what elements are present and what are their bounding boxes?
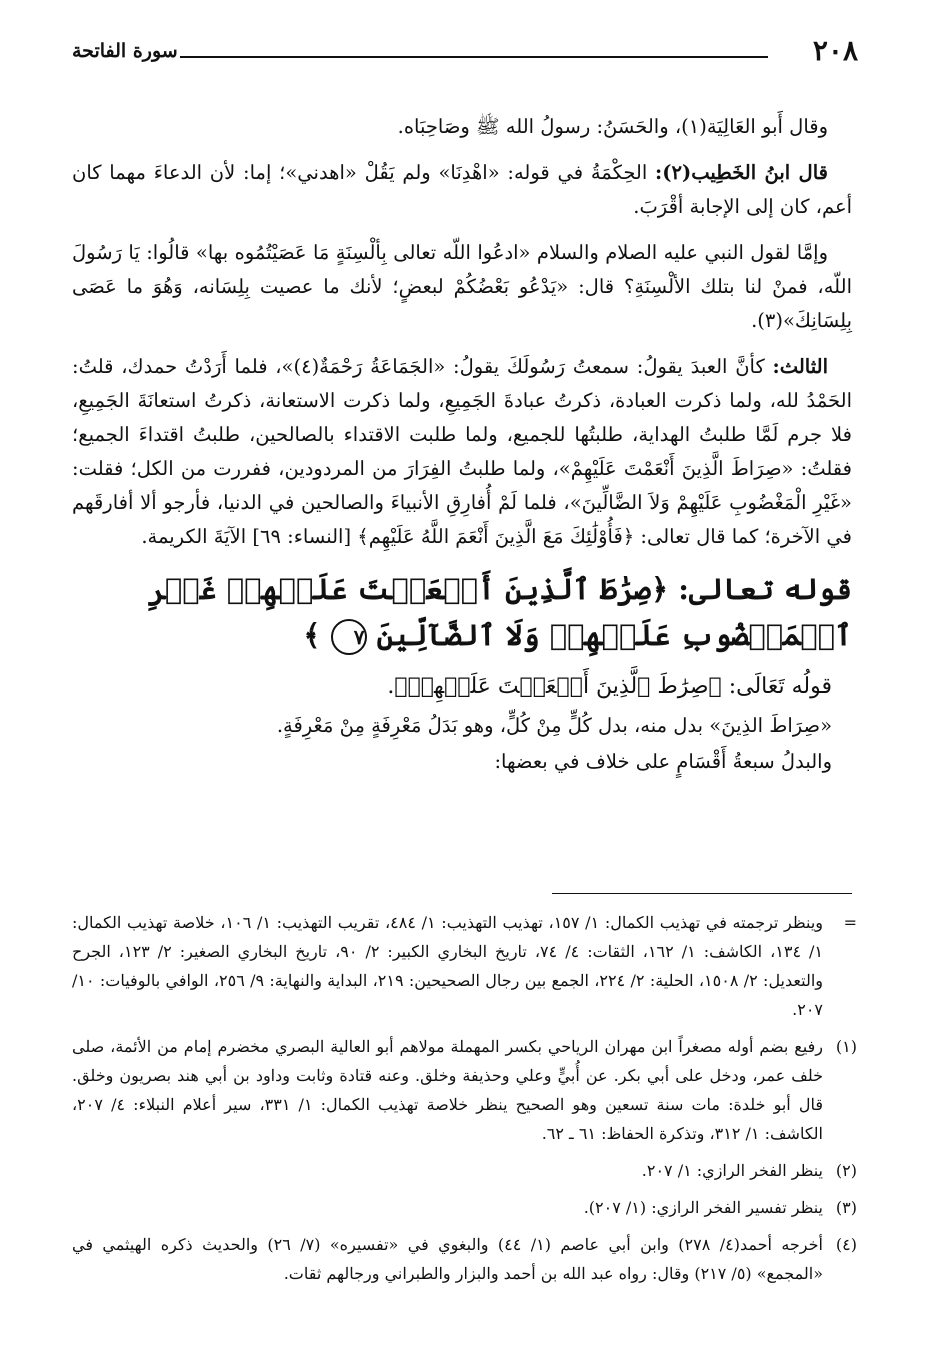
footnote	[72, 1193, 857, 1222]
footnote-separator	[552, 893, 852, 894]
paragraph-lead: الثالث:	[772, 355, 828, 378]
paragraph-hadith	[72, 236, 852, 338]
verse-heading	[72, 566, 852, 658]
footnote-text: رفيع بضم أوله مصغراً ابن مهران الرياحي بكسر المهملة مولاهم أبو العالية البصري مخضرم إمام من الأئمة، صلى خلف عمر، ودخل على أبي بكر. عن أُبيٍّ وعلي وحذيفة وخلق. وعنه قتادة وثابت وداود بن أبي هند بصريون وخلق. قال أبو خلدة: مات سنة تسعين وهو الصحيح ينظر خلاصة تهذيب الكمال: ١/ ٣٣١، سير أعلام النبلاء: ٤/ ٢٠٧، الكاشف: ١/ ٣١٢، وتذكرة الحفاظ: ٦١ ـ ٦٢.	[72, 1037, 824, 1143]
footnote	[72, 1156, 857, 1185]
verse-heading-prefix: قوله تعالى:	[678, 572, 852, 606]
verse-heading-close: ﴾	[303, 618, 321, 652]
paragraph-text: وإمَّا لقول النبي عليه الصلام والسلام «ادعُوا اللّه تعالى بِألْسِنَةٍ مَا عَصَيْتُمُوه بها» قالُوا: يَا رَسُولَ اللّه، فمنْ لنا بتلك الألْسِنَةِ؟ قال: «يَدْعُو بَعْضُكُمْ لبعضٍ؛ لأنك ما عصيت بِلِسَانه، وَهُوَ ما عَصَى بِلِسَانِكَ»(٣).	[72, 241, 852, 332]
paragraph-text: الحِكْمَةُ في قوله: «اهْدِنَا» ولم يَقُلْ «اهدني»؛ إما: لأن الدعاءَ مهما كان أعم، كان إلى الإجابة أقْرَبَ.	[72, 161, 852, 218]
surah-title: سورة الفاتحة	[72, 40, 178, 62]
footnote-text: ينظر الفخر الرازي: ١/ ٢٠٧.	[641, 1161, 823, 1180]
footnote-text: ينظر تفسير الفخر الرازي: (١/ ٢٠٧).	[583, 1198, 823, 1217]
badal-types-line: والبدلُ سبعةُ أَقْسَامٍ على خلاف في بعضها:	[494, 750, 832, 773]
paragraph-ibn-khatib	[72, 156, 852, 224]
paragraph-third	[72, 350, 852, 554]
footnote-mark: (٣)	[835, 1198, 857, 1217]
paragraph-lead: قال ابنُ الخَطِيب(٢):	[655, 161, 828, 184]
footnote	[72, 1032, 857, 1148]
page-header	[72, 34, 858, 74]
verse-quote-line: قولُه تَعَالَى: ﴿صِرَٰطَ ٱلَّذِينَ أَنۡعَمۡتَ عَلَيۡهِمۡ﴾.	[387, 674, 832, 699]
footnote	[72, 908, 857, 1024]
footnote-mark: =	[843, 913, 857, 932]
footnote-mark: (٢)	[835, 1161, 857, 1180]
footnote	[72, 1230, 857, 1288]
footnote-text: وينظر ترجمته في تهذيب الكمال: ١/ ١٥٧، تهذيب التهذيب: ١/ ٤٨٤، تقريب التهذيب: ١/ ١٠٦، خلاصة تهذيب الكمال: ١/ ١٣٤، الكاشف: ١/ ١٦٢، الثقات: ٤/ ٧٤، تاريخ البخاري الكبير: ٢/ ٩٠، تاريخ البخاري الصغير: ٢/ ١٢٣، الجرح والتعديل: ٢/ ١٥٠٨، الحلية: ٢/ ٢٢٤، الجمع بين رجال الصحيحين: ٢١٩، البداية والنهاية: ٩/ ٢٥٦، الوافي بالوفيات: ١٠/ ٢٠٧.	[72, 913, 824, 1019]
footnotes	[72, 908, 857, 1296]
page-number: ٢٠٨	[812, 34, 858, 67]
verse-number-marker: ٧	[331, 619, 367, 655]
verse-heading-text: ﴿صِرَٰطَ ٱلَّذِينَ أَنۡعَمۡتَ عَلَيۡهِمۡ غَيۡرِ ٱلۡمَغۡضُوبِ عَلَيۡهِمۡ وَلَا ٱلضَّآلِّينَ	[147, 572, 852, 652]
main-text	[72, 110, 852, 780]
badal-line: «صِرَاطَ الذِينَ» بدل منه، بدل كُلٍّ مِنْ كُلٍّ، وهو بَدَلُ مَعْرِفَةٍ مِنْ مَعْرِفَةٍ.	[276, 714, 832, 737]
footnote-text: أخرجه أحمد(٤/ ٢٧٨) وابن أبي عاصم (١/ ٤٤) والبغوي في «تفسيره» (٧/ ٢٦) والحديث ذكره الهيثمي في «المجمع» (٥/ ٢١٧) وقال: رواه عبد الله بن أحمد والبزار والطبراني ورجالهم ثقات.	[72, 1235, 823, 1283]
footnote-mark: (١)	[835, 1037, 857, 1056]
paragraph-text: وقال أَبو العَالِيَة(١)، والحَسَنُ: رسولُ الله ﷺ وصَاحِبَاه.	[397, 115, 828, 138]
paragraph-text: كأنَّ العبدَ يقولُ: سمعتُ رَسُولَكَ يقولُ: «الجَمَاعَةُ رَحْمَةٌ(٤)»، فلما أَرَدْتُ حمدك، قلتُ: الحَمْدُ لله، ولما ذكرت العبادة، ذكرتُ عبادةَ الجَمِيعِ، ولما ذكرت الاستعانة، ذكرتُ استعانَةَ الجَمِيعِ، فلا جرم لَمَّا طلبتُ الهداية، طلبتُها للجميع، ولما طلبت الاقتداء بالصالحين، طلبتُ اقتداءَ الجميع؛ فقلتُ: «صِرَاطَ الَّذِينَ أَنْعَمْتَ عَلَيْهِمْ»، ولما طلبتُ الفِرَارَ من المردودين، ففررت من الكل؛ فقلت: «غَيْرِ الْمَغْضُوبِ عَلَيْهِمْ وَلاَ الضَّالِّينَ»، فلما لَمْ أُفارِقِ الأنبياءَ والصالحين في الدنيا، فأرجو ألا أفارقَهم في الآخرة؛ كما قال تعالى: ﴿فَأُوْلَٰئِكَ مَعَ الَّذِينَ أَنْعَمَ اللَّهُ عَلَيْهِم﴾ [النساء: ٦٩] الآيَةَ الكريمة.	[72, 355, 852, 548]
footnote-mark: (٤)	[835, 1235, 857, 1254]
paragraph-abu-aliya	[72, 110, 852, 144]
header-rule	[180, 56, 768, 58]
